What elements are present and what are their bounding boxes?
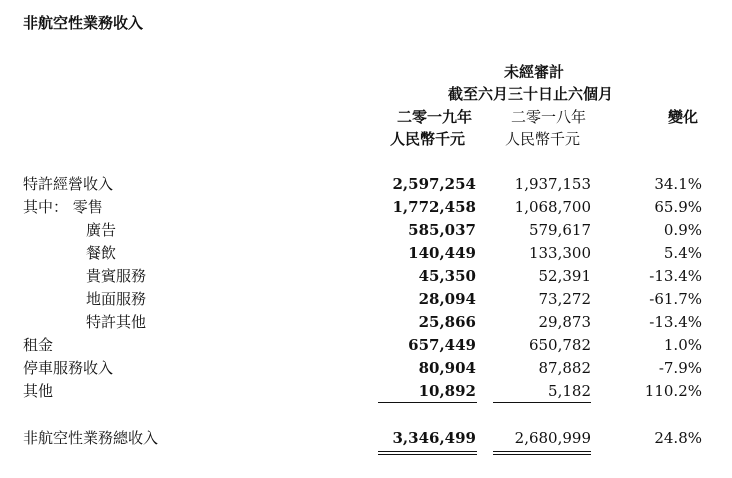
cell-2018: 1,068,700: [514, 198, 591, 216]
total-double-rule-2018-bottom: [493, 454, 591, 455]
row-label-catering: 餐飲: [86, 244, 117, 262]
cell-2018: 5,182: [548, 382, 591, 400]
cell-2018: 579,617: [528, 221, 591, 239]
unaudited-label: 未經審計: [504, 63, 565, 81]
row-label-total: 非航空性業務總收入: [23, 429, 159, 447]
row-label-parking: 停車服務收入: [23, 359, 114, 377]
col-2018-year: 二零一八年: [511, 108, 587, 126]
total-double-rule-2018-top: [493, 451, 591, 452]
total-2019: 3,346,499: [392, 429, 476, 447]
row-label-ground: 地面服務: [86, 290, 147, 308]
cell-2018: 52,391: [538, 267, 591, 285]
cell-2019: 585,037: [408, 221, 476, 239]
cell-change: 34.1%: [654, 175, 702, 193]
cell-2019: 28,094: [418, 290, 476, 308]
row-label-vip: 貴賓服務: [86, 267, 147, 285]
section-title: 非航空性業務收入: [23, 14, 144, 32]
cell-2019: 80,904: [418, 359, 476, 377]
cell-change: 0.9%: [663, 221, 702, 239]
col-2018-unit: 人民幣千元: [505, 130, 581, 148]
cell-2018: 650,782: [528, 336, 591, 354]
col-change: 變化: [668, 108, 699, 126]
col-2019-unit: 人民幣千元: [390, 130, 466, 148]
cell-2018: 1,937,153: [514, 175, 591, 193]
total-change: 24.8%: [654, 429, 702, 447]
cell-change: -61.7%: [649, 290, 702, 308]
subtotal-rule-2018: [493, 402, 591, 403]
cell-2019: 10,892: [418, 382, 476, 400]
cell-2019: 45,350: [418, 267, 476, 285]
total-double-rule-2019-top: [378, 451, 477, 452]
cell-2018: 87,882: [538, 359, 591, 377]
cell-change: -13.4%: [649, 267, 702, 285]
subtotal-rule-2019: [378, 402, 477, 403]
cell-change: -13.4%: [649, 313, 702, 331]
row-label-advertising: 廣告: [86, 221, 117, 239]
cell-2019: 1,772,458: [392, 198, 476, 216]
cell-2018: 133,300: [528, 244, 591, 262]
cell-change: 65.9%: [654, 198, 702, 216]
period-label: 截至六月三十日止六個月: [448, 85, 614, 103]
row-label-other: 其他: [23, 382, 54, 400]
row-label-franchise: 特許經營收入: [23, 175, 114, 193]
cell-2018: 73,272: [538, 290, 591, 308]
cell-2018: 29,873: [538, 313, 591, 331]
cell-change: 1.0%: [663, 336, 702, 354]
cell-2019: 657,449: [408, 336, 476, 354]
cell-change: 5.4%: [663, 244, 702, 262]
total-double-rule-2019-bottom: [378, 454, 477, 455]
cell-change: 110.2%: [644, 382, 702, 400]
total-2018: 2,680,999: [514, 429, 591, 447]
row-label-franchise-other: 特許其他: [86, 313, 147, 331]
row-label-retail: 其中： 零售: [23, 198, 103, 216]
cell-2019: 25,866: [418, 313, 476, 331]
col-2019-year: 二零一九年: [397, 108, 473, 126]
cell-2019: 2,597,254: [392, 175, 476, 193]
row-label-rent: 租金: [23, 336, 54, 354]
cell-2019: 140,449: [408, 244, 476, 262]
cell-change: -7.9%: [658, 359, 702, 377]
